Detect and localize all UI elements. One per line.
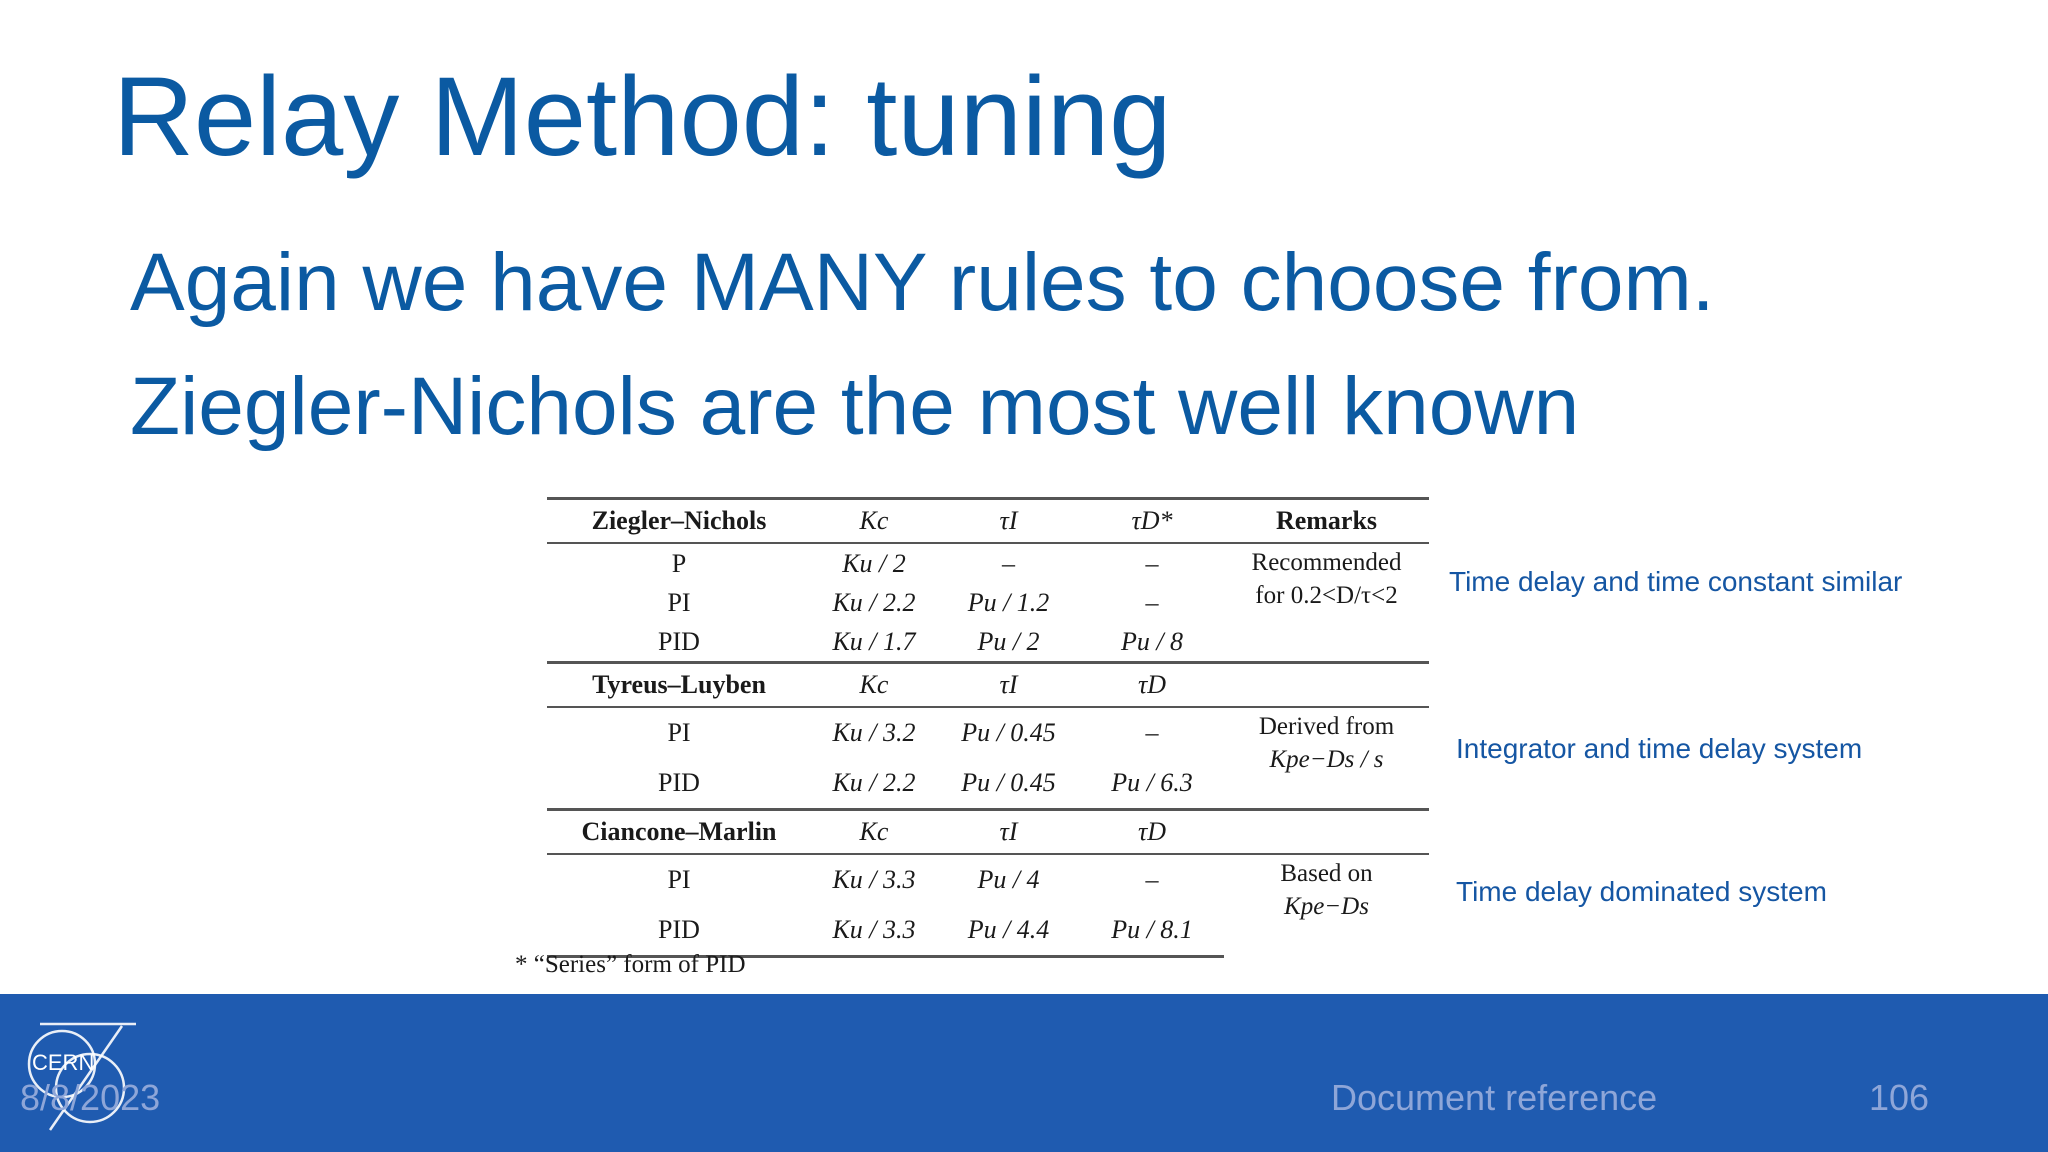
header-blank	[1224, 810, 1429, 855]
table-section-header	[547, 499, 1429, 544]
column-header-taui: τI	[937, 663, 1080, 708]
column-header-kc: Kc	[811, 499, 937, 544]
taui-value: Pu / 2	[977, 626, 1040, 656]
method-name: Ciancone–Marlin	[547, 810, 811, 855]
kc-value: Ku / 2	[842, 548, 906, 578]
column-header-remarks: Remarks	[1224, 499, 1429, 544]
taui-value: Pu / 0.45	[961, 768, 1056, 797]
taui-value: –	[1002, 548, 1015, 578]
remark-line: Kpe−Ds	[1284, 893, 1369, 920]
remark-line: for 0.2<D/τ<2	[1255, 582, 1398, 609]
taud-value: –	[1145, 718, 1159, 747]
column-header-taui: τI	[937, 810, 1080, 855]
note-cm: Time delay dominated system	[1456, 876, 1827, 907]
kc-value: Ku / 3.3	[832, 865, 916, 894]
taud-value: Pu / 6.3	[1111, 768, 1193, 797]
controller-type: P	[671, 548, 687, 578]
header-blank	[1224, 663, 1429, 708]
taui-value: Pu / 4.4	[937, 905, 1080, 957]
controller-type: PI	[667, 865, 691, 894]
kc-value: Ku / 3.2	[832, 718, 916, 747]
cern-logo-text: CERN	[32, 1050, 95, 1075]
remark-line: Kpe−Ds / s	[1269, 746, 1384, 773]
controller-type: PID	[658, 626, 700, 656]
remark	[1224, 854, 1429, 957]
column-header-taud: τD	[1080, 663, 1224, 708]
remark	[1224, 543, 1429, 663]
kc-value: Ku / 3.3	[811, 905, 937, 957]
table-section-header	[547, 663, 1429, 708]
column-header-taud: τD	[1080, 810, 1224, 855]
bullet-2: Ziegler-Nichols are the most well known	[130, 361, 1580, 452]
column-header-taud: τD*	[1080, 499, 1224, 544]
slide-title: Relay Method: tuning	[113, 54, 1172, 179]
kc-value: Ku / 2.2	[832, 587, 916, 617]
remark-line: Based on	[1280, 860, 1373, 887]
method-name: Ziegler–Nichols	[547, 499, 811, 544]
taui-value: Pu / 0.45	[961, 718, 1056, 747]
remark-line: Derived from	[1258, 713, 1395, 740]
page-number: 106	[1869, 1077, 1930, 1118]
remark	[1224, 707, 1429, 810]
column-header-taui: τI	[937, 499, 1080, 544]
table-row	[547, 854, 1429, 905]
taui-value: Pu / 1.2	[967, 587, 1050, 617]
footer-date: 8/8/2023	[20, 1077, 161, 1118]
table-section-header	[547, 810, 1429, 855]
taud-value: –	[1145, 548, 1159, 578]
taud-value: Pu / 8.1	[1080, 905, 1224, 957]
remark-line: Recommended	[1251, 549, 1402, 576]
tuning-rules-table	[547, 497, 1429, 958]
column-header-kc: Kc	[811, 663, 937, 708]
footer-reference: Document reference	[1331, 1077, 1658, 1118]
kc-value: Ku / 1.7	[832, 626, 916, 656]
taud-value: –	[1145, 587, 1159, 617]
footer-bar	[0, 994, 2048, 1152]
taud-value: –	[1145, 865, 1159, 894]
controller-type: PI	[667, 587, 691, 617]
table-footnote: * “Series” form of PID	[515, 951, 746, 978]
note-tl: Integrator and time delay system	[1456, 733, 1863, 764]
table-row	[547, 543, 1429, 583]
controller-type: PI	[667, 718, 691, 747]
table-row	[547, 707, 1429, 758]
column-header-kc: Kc	[811, 810, 937, 855]
taud-value: Pu / 8	[1120, 626, 1184, 656]
controller-type: PID	[658, 768, 700, 797]
bullet-1: Again we have MANY rules to choose from.	[130, 237, 1715, 328]
note-zn: Time delay and time constant similar	[1449, 566, 1903, 597]
taui-value: Pu / 4	[977, 865, 1040, 894]
kc-value: Ku / 2.2	[832, 768, 916, 797]
method-name: Tyreus–Luyben	[547, 663, 811, 708]
controller-type: PID	[547, 905, 811, 957]
